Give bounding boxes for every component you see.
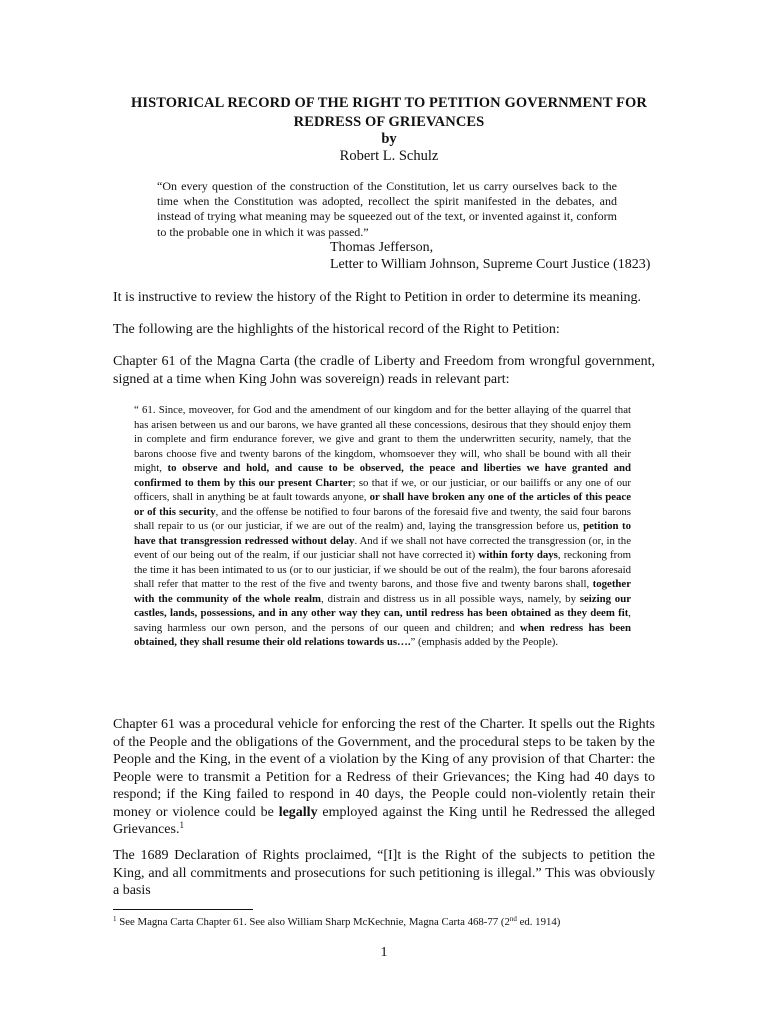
footnote — [113, 915, 560, 929]
author-name: Robert L. Schulz — [339, 148, 439, 164]
footnote-reference[interactable]: 1 — [179, 820, 185, 830]
footnote-text: See Magna Carta Chapter 61. See also William Sharp McKechnie, Magna Carta 468-77 (2 — [119, 916, 510, 928]
document-title: HISTORICAL RECORD OF THE RIGHT TO PETITION GOVERNMENT FOR REDRESS OF GRIEVANCES — [131, 95, 647, 130]
footnote-mark: 1 — [113, 915, 117, 924]
quote-emphasis: to observe and hold, and cause to be observed, the peace and liberties we have granted and confirmed to them by this our present Charter — [134, 462, 632, 489]
quote-text: “ 61. Since, moveover, for God and the amendment of our kingdom and for the better allaying of the quarrel that has arisen between us and our barons, we have granted all these concessions, desirous that they should enjoy them in complete and firm endurance forever, we give and grant to them the underwritten security, namely, that the barons choose five and twenty barons of the kingdom, whomsoever they will, who shall be bound with all their might, — [134, 404, 631, 474]
quote-text: ; so that if we, or our justiciar, or our bailiffs or any one of our officers, shall in anything be at fault towards anyone, — [134, 476, 631, 503]
paragraph-intro: It is instructive to review the history of the Right to Petition in order to determine its meaning. — [113, 290, 642, 305]
paragraph-text: Chapter 61 was a procedural vehicle for enforcing the rest of the Charter. It spells out the Rights of the People and the obligations of the Government, and the procedural steps to be taken by the People and the King, in the event of a violation by the King of any provision of that Charter: the People were to transmit a Petition for a Redress of their Grievances; the King had 40 days to respond; if the King failed to respond in 40 days, the People could non-violently retain their money or violence could be — [113, 717, 655, 820]
magna-carta-quote — [134, 403, 631, 650]
paragraph-emphasis: legally — [278, 804, 318, 820]
quote-text: , reckoning from the time it has been intimated to us (or to our justiciar, if we should be out of the realm), the four barons aforesaid shall refer that matter to the rest of the five and twenty barons, and those five and twenty barons shall, — [134, 549, 632, 590]
footnote-divider — [113, 909, 253, 910]
quote-text: ” (emphasis added by the People). — [410, 636, 559, 648]
quote-text: , saving harmless our own person, and the persons of our queen and children; and — [134, 607, 631, 634]
page-number: 1 — [380, 945, 388, 960]
quote-emphasis: when redress has been obtained, they shall resume their old relations towards us…. — [134, 621, 631, 648]
paragraph-text: employed against the King until he Redressed the alleged Grievances. — [113, 804, 656, 837]
epigraph-attribution-name: Thomas Jefferson, — [330, 240, 434, 255]
paragraph-magna-carta-intro: Chapter 61 of the Magna Carta (the cradle of Liberty and Freedom from wrongful government, signed at a time when King John was sovereign) reads in relevant part: — [113, 354, 655, 387]
quote-emphasis: petition to have that transgression redressed without delay — [134, 520, 631, 547]
paragraph-highlights: The following are the highlights of the historical record of the Right to Petition: — [113, 322, 560, 337]
epigraph-quote: “On every question of the construction of the Constitution, let us carry ourselves back to the time when the Constitution was adopted, recollect the spirit manifested in the debates, and instead of trying what meaning may be squeezed out of the text, or invented against it, conform to the probable one in which it was passed.” — [157, 179, 617, 239]
paragraph-declaration-of-rights: The 1689 Declaration of Rights proclaimed, “[I]t is the Right of the subjects to petition the King, and all commitments and prosecutions for such petitioning is illegal.” This was obviously a basis — [113, 848, 655, 898]
footnote-ordinal: nd — [509, 915, 517, 924]
quote-emphasis: within forty days — [478, 549, 558, 561]
byline-label: by — [381, 131, 397, 147]
footnote-text: ed. 1914) — [519, 916, 561, 928]
quote-emphasis: together with the community of the whole realm — [134, 578, 632, 605]
quote-emphasis: seizing our castles, lands, possessions, and in any other way they can, until redress has been obtained as they deem fit — [134, 592, 632, 619]
quote-text: . And if we shall not have corrected the transgression (or, in the event of our being out of the realm, if our justiciar shall not have corrected it) — [134, 534, 631, 561]
epigraph-attribution-source: Letter to William Johnson, Supreme Court Justice (1823) — [330, 257, 651, 272]
paragraph-chapter-61 — [113, 716, 655, 839]
quote-text: , distrain and distress us in all possible ways, namely, by — [321, 592, 576, 605]
quote-text: , and the offense be notified to four barons of the foresaid five and twenty, the said four barons shall repair to us (or our justiciar, if we are out of the realm) and, laying the transgression before us, — [134, 505, 631, 532]
quote-emphasis: or shall have broken any one of the articles of this peace or of this security — [134, 491, 632, 518]
